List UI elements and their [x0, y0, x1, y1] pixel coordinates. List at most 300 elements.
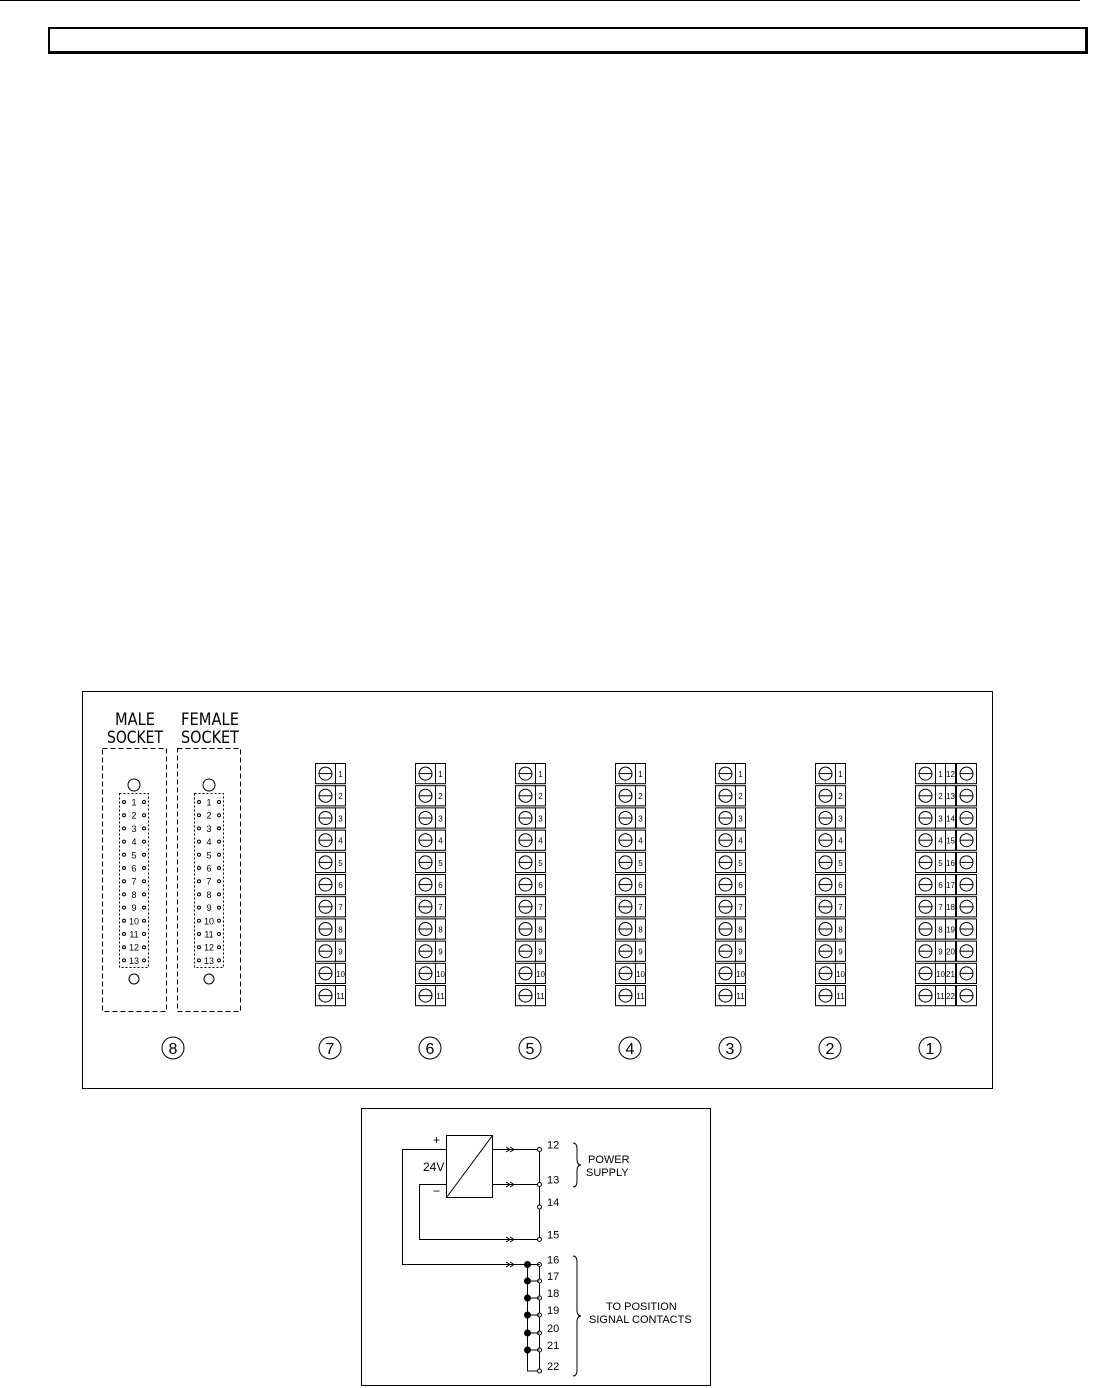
- terminal-screw-icon: [916, 963, 936, 983]
- terminal-screw-icon: [716, 852, 736, 872]
- terminal-number: 4: [338, 836, 343, 846]
- group-number-4: 4: [625, 1041, 635, 1058]
- terminal-screw-icon: [516, 963, 536, 983]
- female-socket-label-2: SOCKET: [181, 728, 240, 748]
- terminal-screw-icon: [916, 941, 936, 961]
- terminal-screw-icon: [616, 786, 636, 806]
- male-pin-dot-right: [143, 801, 146, 804]
- terminal-screw-icon: [957, 963, 977, 983]
- terminal-number: 5: [638, 858, 643, 868]
- male-pin-label: 12: [128, 942, 140, 953]
- terminal-number: 5: [738, 858, 743, 868]
- female-pin-dot-left: [198, 814, 201, 817]
- power-supply-label-1: POWER: [588, 1154, 630, 1166]
- header-bar: [48, 27, 1088, 54]
- group-number-3: 3: [725, 1041, 735, 1058]
- junction-dot: [524, 1278, 531, 1285]
- terminal-screw-icon: [716, 875, 736, 895]
- terminal-screw-icon: [816, 786, 836, 806]
- terminal-number: 8: [538, 925, 543, 935]
- terminal-screw-icon: [816, 852, 836, 872]
- terminal-screw-icon: [616, 808, 636, 828]
- terminal-screw-icon: [616, 963, 636, 983]
- terminal-number: 1: [338, 770, 343, 779]
- male-pin-label: 13: [128, 955, 140, 966]
- terminal-screw-icon: [916, 786, 936, 806]
- female-pin-label: 5: [206, 850, 212, 861]
- terminal-screw-icon: [816, 963, 836, 983]
- group-number-1: 1: [925, 1041, 935, 1058]
- female-pin-dot-right: [218, 827, 221, 830]
- female-pin-dot-right: [218, 933, 221, 936]
- terminal-number: 3: [638, 814, 643, 824]
- terminal-number: 11: [336, 992, 345, 1001]
- male-socket-bottom-screw: [129, 974, 139, 984]
- terminal-screw-icon: [916, 986, 936, 1006]
- female-pin-dot-left: [198, 919, 201, 922]
- terminal-number: 8: [638, 925, 643, 935]
- wiring-terminal-14: 14: [547, 1197, 560, 1209]
- male-pin-dot-right: [143, 880, 146, 883]
- male-pin-dot-left: [123, 946, 126, 949]
- terminal-screw-icon: [816, 764, 836, 784]
- terminal-number: 10: [836, 969, 845, 979]
- terminal-number: 7: [838, 903, 843, 913]
- terminal-screw-icon: [716, 786, 736, 806]
- wiring-terminal-13: 13: [547, 1174, 560, 1187]
- female-pin-label: 10: [203, 916, 215, 927]
- signal-contacts-brace: [573, 1256, 581, 1376]
- female-pin-dot-right: [218, 893, 221, 896]
- terminal-screw-icon: [316, 808, 336, 828]
- terminal-number: 1: [938, 770, 943, 779]
- terminal-number: 10: [336, 969, 345, 979]
- terminal-number: 6: [638, 881, 643, 890]
- junction-dot: [524, 1261, 531, 1268]
- group-number-5: 5: [525, 1041, 535, 1058]
- terminal-number: 7: [338, 903, 343, 913]
- terminal-number: 3: [538, 814, 543, 824]
- terminal-screw-icon: [416, 919, 436, 939]
- terminal-screw-icon: [957, 808, 977, 828]
- terminal-screw-icon: [616, 941, 636, 961]
- male-pin-dot-right: [143, 814, 146, 817]
- female-pin-dot-left: [198, 853, 201, 856]
- male-pin-dot-right: [143, 919, 146, 922]
- terminal-screw-icon: [616, 875, 636, 895]
- terminal-number: 2: [738, 792, 743, 802]
- terminal-number: 6: [738, 881, 743, 890]
- panel-frame: [83, 692, 993, 1089]
- male-pin-label: 7: [131, 876, 137, 887]
- male-socket-top-screw: [128, 779, 140, 791]
- terminal-number-right: 13: [946, 792, 955, 802]
- terminal-number: 6: [938, 881, 943, 890]
- terminal-number: 8: [438, 925, 443, 935]
- terminal-screw-icon: [816, 875, 836, 895]
- female-pin-label: 2: [206, 810, 212, 821]
- terminal-number: 9: [938, 947, 943, 957]
- terminal-number: 9: [438, 947, 443, 957]
- group-number-2: 2: [825, 1041, 835, 1058]
- terminal-screw-icon: [416, 897, 436, 917]
- male-pin-label: 8: [131, 889, 137, 900]
- female-pin-dot-right: [218, 959, 221, 962]
- male-pin-dot-left: [123, 814, 126, 817]
- male-pin-dot-right: [143, 827, 146, 830]
- wiring-frame: [362, 1109, 711, 1386]
- male-pin-dot-left: [123, 827, 126, 830]
- terminal-number: 6: [338, 881, 343, 890]
- terminal-number: 9: [638, 947, 643, 957]
- wiring-terminal-node: [538, 1369, 542, 1373]
- terminal-screw-icon: [716, 808, 736, 828]
- female-pin-label: 11: [204, 929, 214, 940]
- terminal-number: 4: [938, 836, 943, 846]
- terminal-number: 2: [438, 792, 443, 802]
- terminal-number: 3: [838, 814, 843, 824]
- terminal-number: 1: [538, 770, 543, 779]
- terminal-number: 4: [838, 836, 843, 846]
- terminal-number: 2: [538, 792, 543, 802]
- wiring-terminal-20: 20: [547, 1323, 560, 1335]
- female-pin-dot-right: [218, 880, 221, 883]
- male-pin-label: 9: [131, 903, 137, 914]
- terminal-screw-icon: [316, 919, 336, 939]
- male-pin-dot-right: [143, 853, 146, 856]
- female-pin-label: 7: [206, 876, 212, 887]
- terminal-screw-icon: [957, 852, 977, 872]
- female-pin-dot-left: [198, 880, 201, 883]
- terminal-number: 5: [338, 858, 343, 868]
- terminal-screw-icon: [516, 764, 536, 784]
- female-socket-top-screw: [203, 779, 215, 791]
- terminal-number-right: 21: [946, 969, 955, 979]
- female-pin-dot-left: [198, 959, 201, 962]
- terminal-number: 7: [438, 903, 443, 913]
- terminal-number: 8: [838, 925, 843, 935]
- group-number-8-label: 8: [168, 1041, 178, 1058]
- terminal-number: 4: [638, 836, 643, 846]
- terminal-number-right: 15: [946, 836, 955, 846]
- female-pin-dot-left: [198, 801, 201, 804]
- female-pin-label: 3: [206, 823, 212, 834]
- junction-dot: [524, 1312, 531, 1319]
- terminal-screw-icon: [316, 764, 336, 784]
- group-number-6: 6: [425, 1041, 435, 1058]
- power-supply-brace: [573, 1143, 581, 1187]
- power-supply-label-2: SUPPLY: [586, 1167, 629, 1179]
- wiring-terminal-node: [538, 1183, 542, 1187]
- male-pin-dot-left: [123, 906, 126, 909]
- terminal-number-right: 12: [946, 770, 955, 779]
- wiring-terminal-node: [538, 1148, 542, 1152]
- male-pin-dot-right: [143, 946, 146, 949]
- terminal-number-right: 22: [946, 992, 955, 1001]
- terminal-screw-icon: [957, 764, 977, 784]
- top-rule: [0, 0, 1080, 1]
- terminal-screw-icon: [516, 875, 536, 895]
- terminal-number: 4: [538, 836, 543, 846]
- female-pin-label: 4: [206, 837, 212, 848]
- terminal-number: 5: [838, 858, 843, 868]
- female-pin-dot-right: [218, 801, 221, 804]
- terminal-number-right: 18: [946, 903, 955, 913]
- terminal-screw-icon: [716, 897, 736, 917]
- female-pin-dot-right: [218, 867, 221, 870]
- terminal-number-right: 20: [946, 947, 955, 957]
- terminal-screw-icon: [516, 852, 536, 872]
- terminal-screw-icon: [916, 897, 936, 917]
- male-pin-dot-left: [123, 880, 126, 883]
- terminal-number: 11: [436, 992, 445, 1001]
- male-socket-label-2: SOCKET: [107, 728, 164, 748]
- group-number-7: 7: [325, 1041, 335, 1058]
- terminal-screw-icon: [616, 852, 636, 872]
- terminal-number: 6: [538, 881, 543, 890]
- terminal-number: 7: [738, 903, 743, 913]
- terminal-number: 9: [338, 947, 343, 957]
- terminal-screw-icon: [416, 808, 436, 828]
- terminal-number: 5: [438, 858, 443, 868]
- terminal-number: 6: [438, 881, 443, 890]
- terminal-screw-icon: [416, 963, 436, 983]
- terminal-screw-icon: [816, 897, 836, 917]
- terminal-screw-icon: [416, 764, 436, 784]
- junction-dot: [524, 1330, 531, 1337]
- terminal-number: 10: [436, 969, 445, 979]
- terminal-number: 1: [638, 770, 643, 779]
- male-pin-dot-left: [123, 893, 126, 896]
- female-pin-label: 9: [206, 903, 212, 914]
- male-pin-label: 5: [131, 850, 137, 861]
- terminal-screw-icon: [616, 986, 636, 1006]
- female-pin-dot-left: [198, 906, 201, 909]
- terminal-screw-icon: [616, 764, 636, 784]
- male-pin-dot-right: [143, 906, 146, 909]
- terminal-number: 10: [736, 969, 745, 979]
- terminal-block-2: [816, 764, 846, 1060]
- terminal-number: 2: [838, 792, 843, 802]
- terminal-screw-icon: [916, 830, 936, 850]
- terminal-screw-icon: [816, 830, 836, 850]
- male-pin-dot-right: [143, 933, 146, 936]
- male-pin-label: 1: [131, 797, 137, 808]
- male-pin-label: 11: [129, 929, 139, 940]
- terminal-screw-icon: [416, 941, 436, 961]
- terminal-screw-icon: [957, 830, 977, 850]
- male-pin-label: 3: [131, 823, 137, 834]
- terminal-block-6: [416, 764, 446, 1060]
- terminal-screw-icon: [416, 852, 436, 872]
- terminal-screw-icon: [316, 830, 336, 850]
- female-pin-label: 8: [206, 889, 212, 900]
- male-pin-dot-right: [143, 893, 146, 896]
- terminal-block-5: [516, 764, 546, 1060]
- terminal-number: 11: [536, 992, 545, 1001]
- female-pin-dot-right: [218, 906, 221, 909]
- terminal-block-7: [316, 764, 346, 1060]
- terminal-screw-icon: [516, 897, 536, 917]
- terminal-number: 11: [636, 992, 645, 1001]
- terminal-screw-icon: [716, 986, 736, 1006]
- male-socket-connector: [120, 779, 149, 984]
- male-pin-dot-left: [123, 867, 126, 870]
- signal-contacts-label-1: TO POSITION: [606, 1301, 677, 1313]
- male-pin-label: 2: [131, 810, 137, 821]
- female-pin-dot-right: [218, 919, 221, 922]
- terminal-screw-icon: [416, 986, 436, 1006]
- terminal-number: 4: [438, 836, 443, 846]
- wiring-terminal-17: 17: [547, 1271, 560, 1283]
- terminal-screw-icon: [957, 875, 977, 895]
- terminal-number: 2: [338, 792, 343, 802]
- female-pin-dot-right: [218, 840, 221, 843]
- junction-dot: [524, 1295, 531, 1302]
- female-pin-dot-right: [218, 946, 221, 949]
- plus-sign: +: [433, 1133, 441, 1147]
- female-pin-label: 13: [203, 955, 215, 966]
- power-wiring-diagram: [361, 1108, 713, 1388]
- terminal-number: 5: [938, 858, 943, 868]
- minus-sign: −: [433, 1184, 441, 1198]
- terminal-screw-icon: [816, 941, 836, 961]
- terminal-screw-icon: [616, 830, 636, 850]
- male-pin-label: 10: [128, 916, 140, 927]
- power-supply-diagonal: [447, 1136, 493, 1198]
- terminal-number: 9: [838, 947, 843, 957]
- terminal-screw-icon: [316, 897, 336, 917]
- terminal-screw-icon: [716, 941, 736, 961]
- terminal-screw-icon: [416, 786, 436, 806]
- wiring-terminal-18: 18: [547, 1288, 560, 1300]
- terminal-number: 3: [738, 814, 743, 824]
- terminal-screw-icon: [957, 919, 977, 939]
- terminal-number: 3: [438, 814, 443, 824]
- terminal-number: 10: [536, 969, 545, 979]
- terminal-number: 7: [538, 903, 543, 913]
- terminal-number: 6: [838, 881, 843, 890]
- male-pin-dot-left: [123, 801, 126, 804]
- voltage-label: 24V: [423, 1160, 445, 1174]
- terminal-number: 1: [438, 770, 443, 779]
- terminal-number: 9: [738, 947, 743, 957]
- terminal-number: 8: [938, 925, 943, 935]
- male-pin-dot-left: [123, 959, 126, 962]
- female-pin-dot-left: [198, 933, 201, 936]
- female-socket-bottom-screw: [204, 974, 214, 984]
- male-pin-dot-left: [123, 840, 126, 843]
- terminal-screw-icon: [916, 875, 936, 895]
- terminal-screw-icon: [916, 919, 936, 939]
- male-pin-dot-right: [143, 840, 146, 843]
- terminal-number: 5: [538, 858, 543, 868]
- female-pin-dot-left: [198, 946, 201, 949]
- terminal-screw-icon: [957, 897, 977, 917]
- wiring-terminal-node: [538, 1238, 542, 1242]
- male-socket-label-1: MALE: [115, 710, 155, 730]
- terminal-number: 10: [936, 969, 945, 979]
- wiring-terminal-16: 16: [547, 1254, 560, 1267]
- terminal-screw-icon: [957, 986, 977, 1006]
- terminal-screw-icon: [416, 875, 436, 895]
- male-pin-dot-left: [123, 933, 126, 936]
- terminal-screw-icon: [916, 764, 936, 784]
- terminal-screw-icon: [516, 919, 536, 939]
- terminal-screw-icon: [516, 808, 536, 828]
- terminal-number-right: 17: [946, 881, 955, 890]
- female-pin-label: 6: [206, 863, 212, 874]
- terminal-screw-icon: [616, 919, 636, 939]
- terminal-screw-icon: [616, 897, 636, 917]
- male-pin-label: 4: [131, 837, 137, 848]
- terminal-block-1: [916, 764, 977, 1060]
- terminal-screw-icon: [716, 830, 736, 850]
- male-pin-label: 6: [131, 863, 137, 874]
- male-pin-dot-left: [123, 919, 126, 922]
- terminal-number: 11: [736, 992, 745, 1001]
- terminal-screw-icon: [316, 963, 336, 983]
- terminal-number: 4: [738, 836, 743, 846]
- terminal-screw-icon: [516, 786, 536, 806]
- terminal-screw-icon: [316, 875, 336, 895]
- terminal-screw-icon: [916, 808, 936, 828]
- terminal-number: 11: [836, 992, 845, 1001]
- terminal-number: 8: [738, 925, 743, 935]
- wiring-terminal-node: [538, 1205, 542, 1209]
- terminal-number-right: 14: [946, 814, 955, 824]
- wiring-terminal-19: 19: [547, 1305, 560, 1317]
- female-socket-connector: [195, 779, 224, 984]
- terminal-screw-icon: [316, 786, 336, 806]
- female-pin-dot-left: [198, 893, 201, 896]
- terminal-screw-icon: [957, 786, 977, 806]
- terminal-number: 2: [938, 792, 943, 802]
- terminal-number: 8: [338, 925, 343, 935]
- terminal-screw-icon: [516, 941, 536, 961]
- terminal-number-right: 16: [946, 858, 955, 868]
- terminal-screw-icon: [316, 941, 336, 961]
- terminal-screw-icon: [816, 919, 836, 939]
- male-pin-dot-left: [123, 853, 126, 856]
- terminal-number: 3: [938, 814, 943, 824]
- terminal-number: 9: [538, 947, 543, 957]
- female-pin-label: 12: [203, 942, 215, 953]
- terminal-number: 10: [636, 969, 645, 979]
- terminal-number: 1: [838, 770, 843, 779]
- wiring-terminal-15: 15: [547, 1229, 560, 1242]
- female-pin-label: 1: [206, 797, 212, 808]
- female-pin-dot-right: [218, 853, 221, 856]
- terminal-screw-icon: [716, 764, 736, 784]
- terminal-number: 7: [638, 903, 643, 913]
- male-pin-dot-right: [143, 867, 146, 870]
- terminal-screw-icon: [716, 963, 736, 983]
- wire-arrow-marks: [506, 1147, 514, 1267]
- terminal-number: 3: [338, 814, 343, 824]
- terminal-number: 1: [738, 770, 743, 779]
- terminal-number: 11: [936, 992, 945, 1001]
- terminal-screw-icon: [816, 986, 836, 1006]
- terminal-screw-icon: [416, 830, 436, 850]
- terminal-screw-icon: [316, 986, 336, 1006]
- terminal-screw-icon: [516, 986, 536, 1006]
- male-pin-dot-right: [143, 959, 146, 962]
- female-socket-label-1: FEMALE: [181, 710, 239, 730]
- terminal-screw-icon: [916, 852, 936, 872]
- female-pin-dot-left: [198, 840, 201, 843]
- terminal-block-3: [716, 764, 746, 1060]
